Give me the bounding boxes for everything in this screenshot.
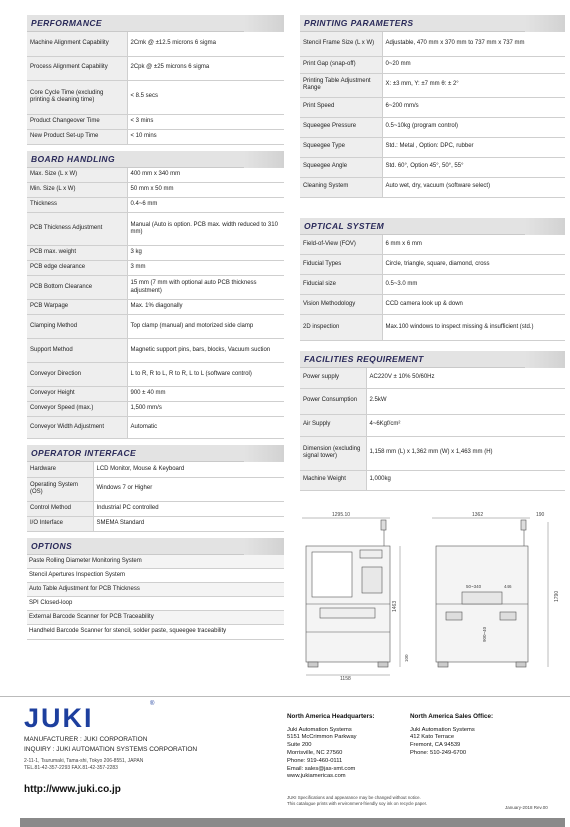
dim-label: 1158 [340,676,351,682]
list-item: Auto Table Adjustment for PCB Thickness [27,583,284,597]
manufacturer-line: MANUFACTURER : JUKI CORPORATION [24,736,148,743]
spec-value: < 8.5 secs [127,80,284,114]
spec-label: Hardware [27,462,93,477]
spec-value: < 3 mins [127,114,284,129]
disclaimer-line: This catalogue prints with environment-friendly soy ink on recycle paper. [287,800,428,806]
footer-divider [0,696,570,697]
spec-value: Windows 7 or Higher [93,477,284,501]
spec-value: LCD Monitor, Mouse & Keyboard [93,462,284,477]
bottom-bar [20,818,565,827]
spec-value: 0.4~6 mm [127,198,284,213]
spec-label: Print Speed [300,97,382,117]
spec-label: Max. Size (L x W) [27,168,127,183]
revision-date: January-2018 Rev.00 [505,805,548,810]
spec-value: X: ±3 mm, Y: ±7 mm θ: ± 2° [382,73,565,97]
performance-table [27,32,284,145]
website-link[interactable]: http://www.juki.co.jp [24,784,121,795]
hq-line: Morrisville, NC 27560 [287,749,343,756]
dim-label: 1362 [472,512,484,518]
spec-label: Machine Alignment Capability [27,32,127,56]
machine-drawing [300,512,565,682]
spec-value: L to R, R to L, R to R, L to L (software control) [127,363,284,387]
hq-website-link[interactable]: www.jukiamericas.com [287,773,346,780]
spec-value: Automatic [127,417,284,439]
spec-value: SMEMA Standard [93,516,284,531]
spec-label: Power Consumption [300,388,366,414]
sales-line: Fremont, CA 94539 [410,742,461,749]
spec-value: 2Cpk @ ±25 microns 6 sigma [127,56,284,80]
spec-label: Thickness [27,198,127,213]
list-item: SPI Closed-loop [27,597,284,611]
options-list [27,555,284,640]
spec-label: Vision Methodology [300,295,382,315]
list-item: Stencil Apertures Inspection System [27,569,284,583]
phone-line: TEL.81-42-357-2293 FAX.81-42-357-2283 [24,764,118,771]
dim-label: 50~340 [466,584,482,589]
spec-label: Control Method [27,501,93,516]
spec-value: AC220V ± 10% 50/60Hz [366,368,565,388]
spec-value: Max.100 windows to inspect missing & insufficient (std.) [382,315,565,341]
printing-parameters-section [300,15,565,198]
right-column [300,15,565,497]
facilities-section [300,351,565,491]
spec-label: Dimension (excluding signal tower) [300,436,366,470]
printing-parameters-table [300,32,565,198]
spec-value: < 10 mins [127,129,284,144]
spec-label: Field-of-View (FOV) [300,235,382,255]
spec-label: Conveyor Direction [27,363,127,387]
juki-logo [24,705,154,729]
spec-value: Std. 60°, Option 45°, 50°, 55° [382,157,565,177]
spec-value: 400 mm x 340 mm [127,168,284,183]
dim-label: 190 [536,512,545,518]
sales-line: 412 Kato Terrace [410,734,455,741]
hq-email-link[interactable]: Email: sales@jas-smt.com [287,765,356,772]
list-item: Paste Rolling Diameter Monitoring System [27,555,284,569]
section-title: FACILITIES REQUIREMENT [300,351,565,368]
spec-value: 1,158 mm (L) x 1,362 mm (W) x 1,463 mm (H) [366,436,565,470]
spec-label: Stencil Frame Size (L x W) [300,32,382,56]
spec-value: 0.5~10kg (program control) [382,117,565,137]
optical-system-section [300,218,565,342]
left-column [27,15,284,646]
disclaimer [287,795,427,807]
spec-label: Squeegee Angle [300,157,382,177]
dim-label: 1790 [554,590,560,602]
sales-address [410,713,493,758]
sales-title: North America Sales Office: [410,713,494,720]
spec-value: Top clamp (manual) and motorized side clamp [127,315,284,339]
spec-label: PCB max. weight [27,246,127,261]
section-title: OPERATOR INTERFACE [27,445,284,462]
dim-label: 1295.10 [332,512,351,518]
spec-label: New Product Set-up Time [27,129,127,144]
spec-value: Std.: Metal , Option: DPC, rubber [382,137,565,157]
spec-value: 2Cmk @ ±12.5 microns 6 sigma [127,32,284,56]
spec-value: 2.5kW [366,388,565,414]
hq-title: North America Headquarters: [287,713,375,720]
logo-text: JUKI [24,705,94,729]
disclaimer-line: JUKI Specifications and appearance may be changed without notice. [287,795,421,800]
spec-label: Core Cycle Time (excluding printing & cleaning time) [27,80,127,114]
operator-interface-section [27,445,284,532]
spec-value: 0.5~3.0 mm [382,275,565,295]
spec-value: 900 ± 40 mm [127,387,284,402]
sales-line: Phone: 510-249-6700 [410,749,467,756]
spec-value: Circle, triangle, square, diamond, cross [382,255,565,275]
spec-label: Conveyor Height [27,387,127,402]
spec-label: Min. Size (L x W) [27,183,127,198]
spec-label: PCB Warpage [27,300,127,315]
spec-label: Air Supply [300,414,366,436]
operator-interface-table [27,462,284,532]
spec-label: Conveyor Width Adjustment [27,417,127,439]
spec-label: Operating System (OS) [27,477,93,501]
spec-value: Max. 1% diagonally [127,300,284,315]
optical-system-table [300,235,565,342]
spec-value: 50 mm x 50 mm [127,183,284,198]
spec-label: Print Gap (snap-off) [300,56,382,73]
spec-label: Squeegee Type [300,137,382,157]
options-section [27,538,284,640]
spec-label: Fiducial Types [300,255,382,275]
spec-label: Printing Table Adjustment Range [300,73,382,97]
inquiry-line: INQUIRY : JUKI AUTOMATION SYSTEMS CORPORATION [24,745,198,753]
spec-value: Industrial PC controlled [93,501,284,516]
spec-label: Conveyor Speed (max.) [27,402,127,417]
registered-mark: ® [150,701,155,707]
dim-label: 446 [504,584,512,589]
spec-label: Process Alignment Capability [27,56,127,80]
spec-label: Clamping Method [27,315,127,339]
section-title: OPTICAL SYSTEM [300,218,565,235]
spec-label: Fiducial size [300,275,382,295]
hq-address [287,713,375,781]
board-handling-section [27,151,284,440]
spec-value: 6~200 mm/s [382,97,565,117]
spec-value: Adjustable, 470 mm x 370 mm to 737 mm x 737 mm [382,32,565,56]
spec-value: Auto wet, dry, vacuum (software select) [382,177,565,197]
spec-value: 3 kg [127,246,284,261]
section-title: OPTIONS [27,538,284,555]
performance-section [27,15,284,145]
spec-label: Squeegee Pressure [300,117,382,137]
spec-label: I/O Interface [27,516,93,531]
manufacturer-block [24,735,197,772]
spec-value: Magnetic support pins, bars, blocks, Vacuum suction [127,339,284,363]
hq-line: Suite 200 [287,742,312,749]
facilities-table [300,368,565,491]
section-title: PERFORMANCE [27,15,284,32]
spec-label: 2D inspection [300,315,382,341]
address-line: 2-11-1, Tsurumaki, Tama-shi, Tokyo 206-8551, JAPAN [24,757,144,764]
spec-label: PCB Bottom Clearance [27,276,127,300]
spec-value: 0~20 mm [382,56,565,73]
spec-value: 6 mm x 6 mm [382,235,565,255]
spec-label: Support Method [27,339,127,363]
sales-line: Juki Automation Systems [410,726,475,733]
spec-label: Product Changeover Time [27,114,127,129]
dim-label: 1463 [392,600,398,612]
spec-value: 4~6Kgf/cm² [366,414,565,436]
spec-value: 3 mm [127,261,284,276]
hq-line: 5151 McCrimmon Parkway [287,734,357,741]
spec-value: Manual (Auto is option. PCB max. width reduced to 310 mm) [127,213,284,246]
section-title: PRINTING PARAMETERS [300,15,565,32]
hq-line: Phone: 919-460-0111 [287,757,343,764]
spec-value: 1,000kg [366,470,565,490]
spec-value: 15 mm (7 mm with optional auto PCB thickness adjustment) [127,276,284,300]
spec-label: Machine Weight [300,470,366,490]
spec-value: 1,500 mm/s [127,402,284,417]
list-item: External Barcode Scanner for PCB Traceability [27,611,284,625]
spec-label: PCB Thickness Adjustment [27,213,127,246]
dim-label: 100 [404,654,409,662]
dim-label: 900~40 [482,626,487,642]
spec-label: Power supply [300,368,366,388]
hq-line: Juki Automation Systems [287,726,352,733]
board-handling-table [27,168,284,440]
section-title: BOARD HANDLING [27,151,284,168]
spec-label: PCB edge clearance [27,261,127,276]
spec-label: Cleaning System [300,177,382,197]
spec-value: CCD camera look up & down [382,295,565,315]
list-item: Handheld Barcode Scanner for stencil, solder paste, squeegee traceability [27,625,284,639]
